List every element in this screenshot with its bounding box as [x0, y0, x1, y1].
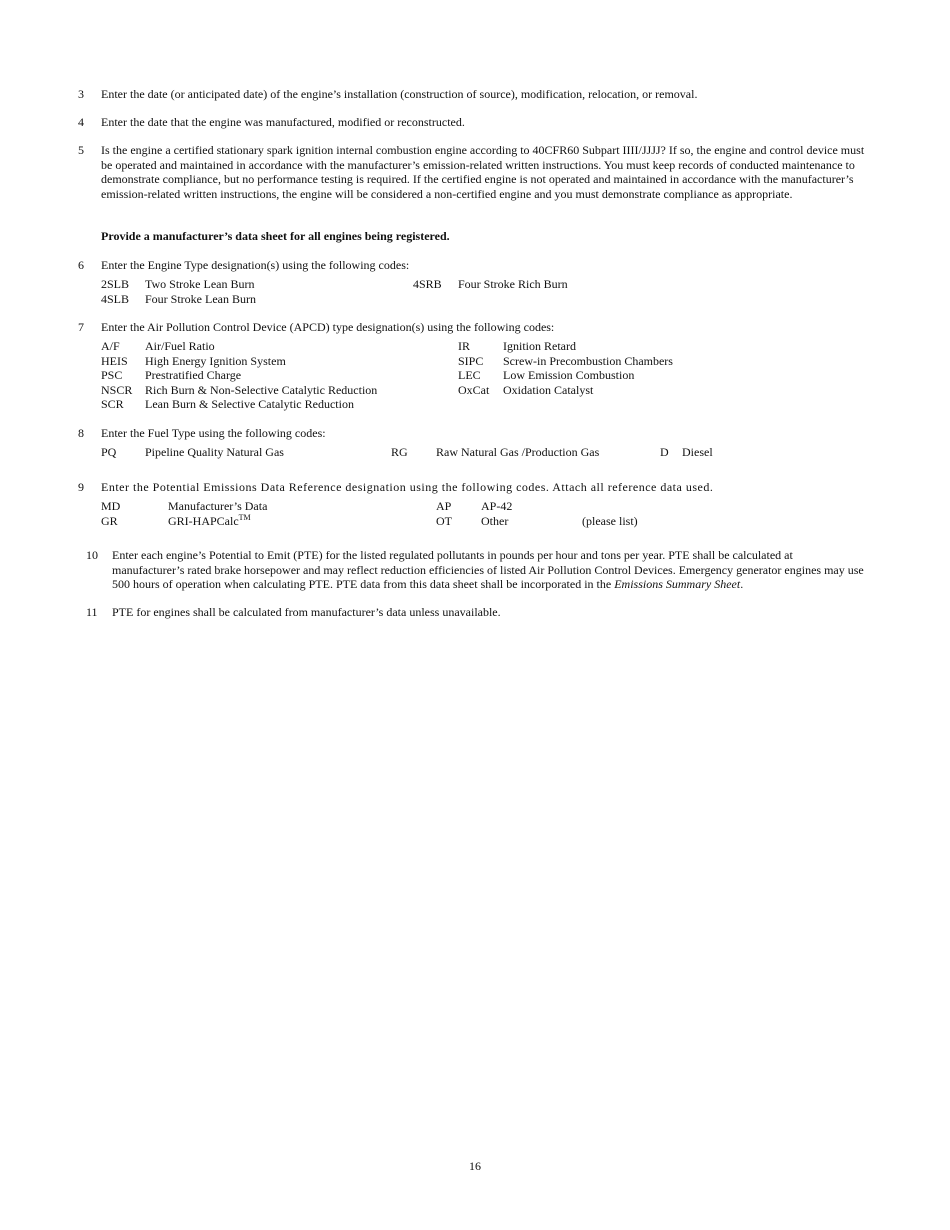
fuel-type-codes	[101, 445, 867, 460]
item-text-end: .	[740, 577, 744, 591]
code-description-text: GRI-HAPCalc	[168, 513, 239, 528]
code: AP	[436, 499, 452, 513]
item-text: Enter the Fuel Type using the following codes:	[101, 426, 326, 440]
code: MD	[101, 499, 121, 513]
code: RG	[391, 445, 408, 459]
code: OxCat	[458, 382, 490, 397]
emissions-summary-sheet-ref: Emissions Summary Sheet	[614, 577, 741, 591]
code-description: Raw Natural Gas /Production Gas	[436, 445, 600, 459]
code-description: High Energy Ignition System	[145, 353, 286, 368]
code-description: Lean Burn & Selective Catalytic Reduction	[145, 397, 354, 411]
code-description: Four Stroke Rich Burn	[458, 277, 568, 291]
item-number: 3	[78, 87, 84, 101]
code: NSCR	[101, 382, 133, 397]
item-text-main: Enter each engine’s Potential to Emit (PTE) for the listed regulated pollutants in pounds per hour and tons per year. PTE shall be calculated at manufacturer’s rated brake horsepower and may reflect reduction efficiencies of listed Air Pollution Control Devices. Emergency generator engines may use 500 hours of operation when calculating PTE. PTE data from this data sheet shall be incorporated in the	[112, 548, 864, 591]
reference-codes	[101, 499, 867, 528]
code: GR	[101, 513, 118, 528]
code-description: Screw-in Precombustion Chambers	[503, 353, 673, 368]
item-number: 6	[78, 258, 84, 272]
code-row	[101, 277, 867, 292]
code-row	[101, 354, 867, 369]
code: 4SRB	[413, 277, 442, 291]
item-number: 8	[78, 426, 84, 440]
code-description: Rich Burn & Non-Selective Catalytic Reduction	[145, 382, 378, 397]
item-number: 11	[86, 605, 98, 619]
code: D	[660, 445, 669, 459]
code-row	[101, 514, 867, 529]
code-row	[101, 292, 867, 307]
code-description: Pipeline Quality Natural Gas	[145, 445, 284, 459]
code-description: AP-42	[481, 499, 513, 513]
code: LEC	[458, 368, 481, 382]
code-description: Diesel	[682, 445, 713, 459]
code-description: Ignition Retard	[503, 339, 576, 353]
code: 2SLB	[101, 277, 130, 291]
engine-type-codes	[101, 277, 867, 306]
code: A/F	[101, 339, 120, 353]
item-text: Enter the Engine Type designation(s) using the following codes:	[101, 258, 410, 272]
code: HEIS	[101, 353, 128, 368]
item-text: Enter the date that the engine was manufactured, modified or reconstructed.	[101, 115, 465, 129]
code-description: Prestratified Charge	[145, 368, 242, 382]
code-description: Oxidation Catalyst	[503, 382, 594, 397]
code: 4SLB	[101, 291, 130, 306]
code: PQ	[101, 445, 117, 459]
page-number: 16	[469, 1159, 481, 1173]
code-description: Manufacturer’s Data	[168, 499, 268, 513]
item-text: Is the engine a certified stationary spark ignition internal combustion engine according to 40CFR60 Subpart IIII/JJJJ? If so, the engine and control device must be operated and maintained in accordance with the manufacturer’s emission-related written instructions. You must keep records of conducted maintenance to demonstrate compliance, but no performance testing is required. If the certified engine is not operated and maintained in accordance with the manufacturer’s emission-related written instructions, the engine will be considered a non-certified engine and you must demonstrate compliance as appropriate.	[101, 143, 865, 201]
code-row	[101, 339, 867, 354]
code-description: Two Stroke Lean Burn	[145, 277, 255, 291]
code-row	[101, 368, 867, 383]
apcd-codes	[101, 339, 867, 412]
item-text: Enter the Air Pollution Control Device (APCD) type designation(s) using the following codes:	[101, 320, 555, 334]
code-row	[101, 383, 867, 398]
item-number: 9	[78, 480, 84, 494]
item-text: Enter the date (or anticipated date) of the engine’s installation (construction of source), modification, relocation, or removal.	[101, 87, 698, 101]
data-sheet-note: Provide a manufacturer’s data sheet for all engines being registered.	[101, 229, 450, 243]
code: PSC	[101, 368, 123, 382]
code-description: Low Emission Combustion	[503, 368, 635, 382]
code-description: Air/Fuel Ratio	[145, 339, 215, 353]
code-description: Other	[481, 513, 509, 528]
item-number: 5	[78, 143, 84, 157]
trademark-mark: TM	[238, 512, 251, 522]
code-row	[101, 499, 867, 514]
item-number: 4	[78, 115, 84, 129]
item-number: 7	[78, 320, 84, 334]
code-row	[101, 445, 867, 460]
item-text	[112, 548, 867, 592]
item-text: Enter the Potential Emissions Data Reference designation using the following codes. Attach all reference data used.	[101, 480, 714, 494]
code-description	[168, 514, 251, 529]
item-text: PTE for engines shall be calculated from manufacturer’s data unless unavailable.	[112, 605, 501, 619]
code: SIPC	[458, 353, 484, 368]
code-note: (please list)	[582, 513, 638, 528]
code: IR	[458, 339, 470, 353]
item-number: 10	[86, 548, 98, 562]
code: OT	[436, 513, 452, 528]
code: SCR	[101, 397, 124, 411]
code-row	[101, 397, 867, 412]
code-description: Four Stroke Lean Burn	[145, 291, 256, 306]
